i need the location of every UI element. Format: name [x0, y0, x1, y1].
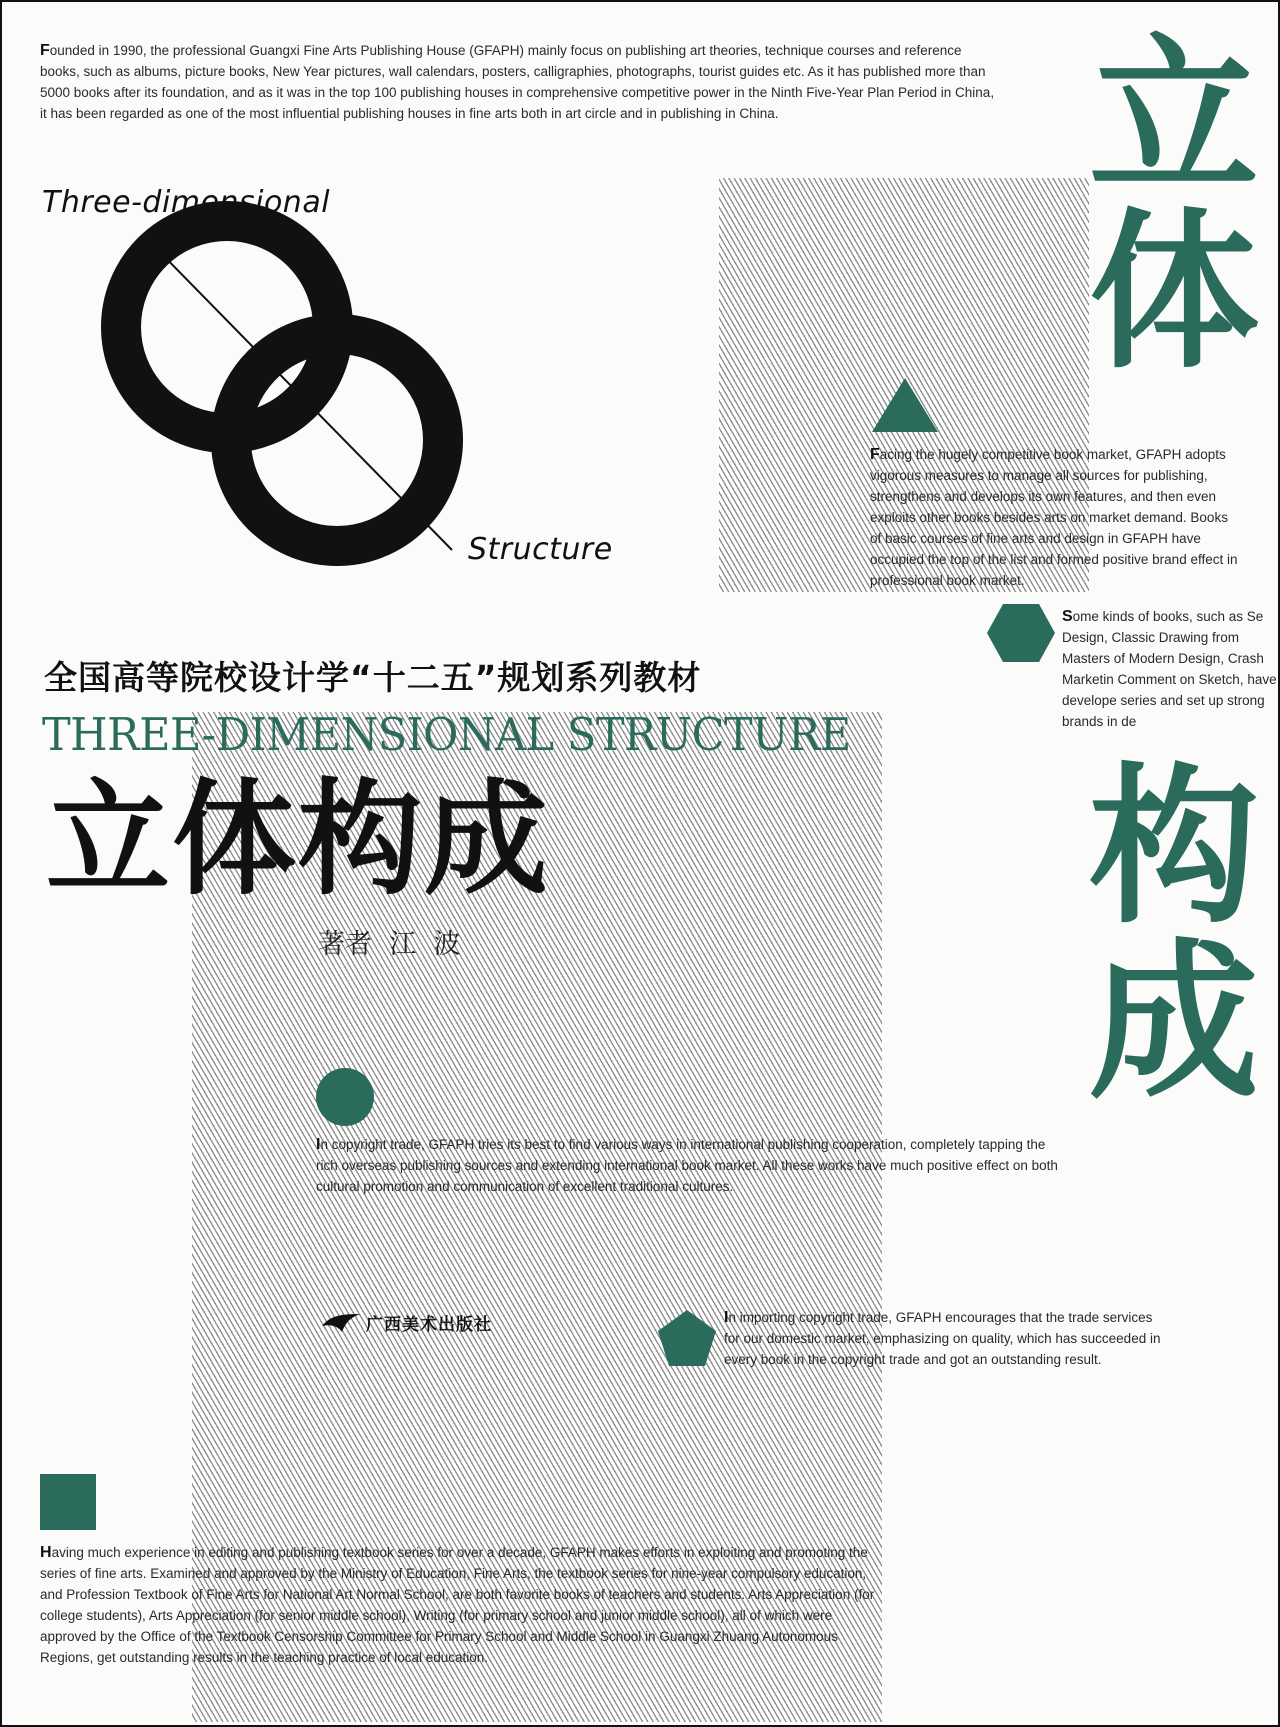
- diagonal-line: [152, 244, 452, 550]
- founded-paragraph: Founded in 1990, the professional Guangxi Fine Arts Publishing House (GFAPH) mainly focus on publishing art theories, technique courses and reference books, such as albums, picture books, New Year pictures, wall calendars, posters, calligraphies, photographs, tourist guides etc. As it has published more than 5000 books after its foundation, and as it was in the top 100 publishing houses in comprehensive competitive power in the Ninth Five-Year Plan Period in China, it has been regarded as one of the most influential publishing houses in fine arts both in art circle and in publishing in China.: [40, 42, 995, 121]
- importing-paragraph: In importing copyright trade, GFAPH encourages that the trade services for our domestic market, emphasizing on quality, which has succeeded in every book in the copyright trade and got an outstanding result.: [724, 1309, 1161, 1367]
- copyright-paragraph: In copyright trade, GFAPH tries its best to find various ways in international publishing cooperation, completely tapping the rich overseas publishing sources and extending international book market. All these works have much positive effect on both cultural promotion and communication of excellent traditional cultures.: [316, 1136, 1058, 1194]
- publisher-logo-icon: [320, 1312, 362, 1334]
- author-line: 著者 江 波: [318, 929, 461, 960]
- triangle-icon: [870, 376, 940, 434]
- series-title: 全国高等院校设计学“十二五”规划系列教材: [44, 658, 702, 697]
- logo-label-top: Three-dimensional: [42, 185, 331, 220]
- title-english: THREE-DIMENSIONAL STRUCTURE: [42, 708, 851, 761]
- having-paragraph: Having much experience in editing and publishing textbook series for over a decade, GFAPH makes efforts in exploiting and promoting the series of fine arts. Examined and approved by the Ministry of Education, Fine Arts, the textbook series for nine-year compulsory education, and Profession Textbook of Fine Arts for National Art Normal School, are both favorite books of teachers and students. Arts Appreciation (for college students), Arts Appreciation (for senior middle school), Writing (for primary school and junior middle school), all of which were approved by the Office of the Textbook Censorship Committee for Primary School and Middle School in Guangxi Zhuang Autonomous Regions, get outstanding results in the teaching practice of local education.: [40, 1544, 875, 1665]
- vertical-char-4: 成: [1088, 922, 1259, 1122]
- square-icon: [40, 1474, 96, 1530]
- some-kinds-paragraph: Some kinds of books, such as Se Design, Classic Drawing from Masters of Modern Design, Crash Marketin Comment on Sketch, have develope series and set up strong brands in de: [1062, 608, 1277, 729]
- facing-paragraph: Facing the hugely competitive book market, GFAPH adopts vigorous measures to manage all sources for publishing, strengthens and develops its own features, and then even exploits other books besides arts on market demand. Books of basic courses of fine arts and design in GFAPH have occupied the top of the list and formed positive brand effect in professional book market.: [870, 446, 1238, 588]
- logo-label-bottom: Structure: [468, 532, 613, 567]
- hexagon-icon: [986, 602, 1056, 664]
- vertical-char-1: 立: [1088, 17, 1259, 217]
- title-chinese: 立体构成: [46, 767, 551, 912]
- pentagon-icon: [656, 1308, 718, 1368]
- circle-icon: [316, 1068, 374, 1126]
- publisher-name: 广西美术出版社: [366, 1315, 492, 1335]
- vertical-char-3: 构: [1088, 747, 1259, 947]
- rings-logo: [32, 182, 652, 592]
- vertical-char-2: 体: [1088, 192, 1259, 392]
